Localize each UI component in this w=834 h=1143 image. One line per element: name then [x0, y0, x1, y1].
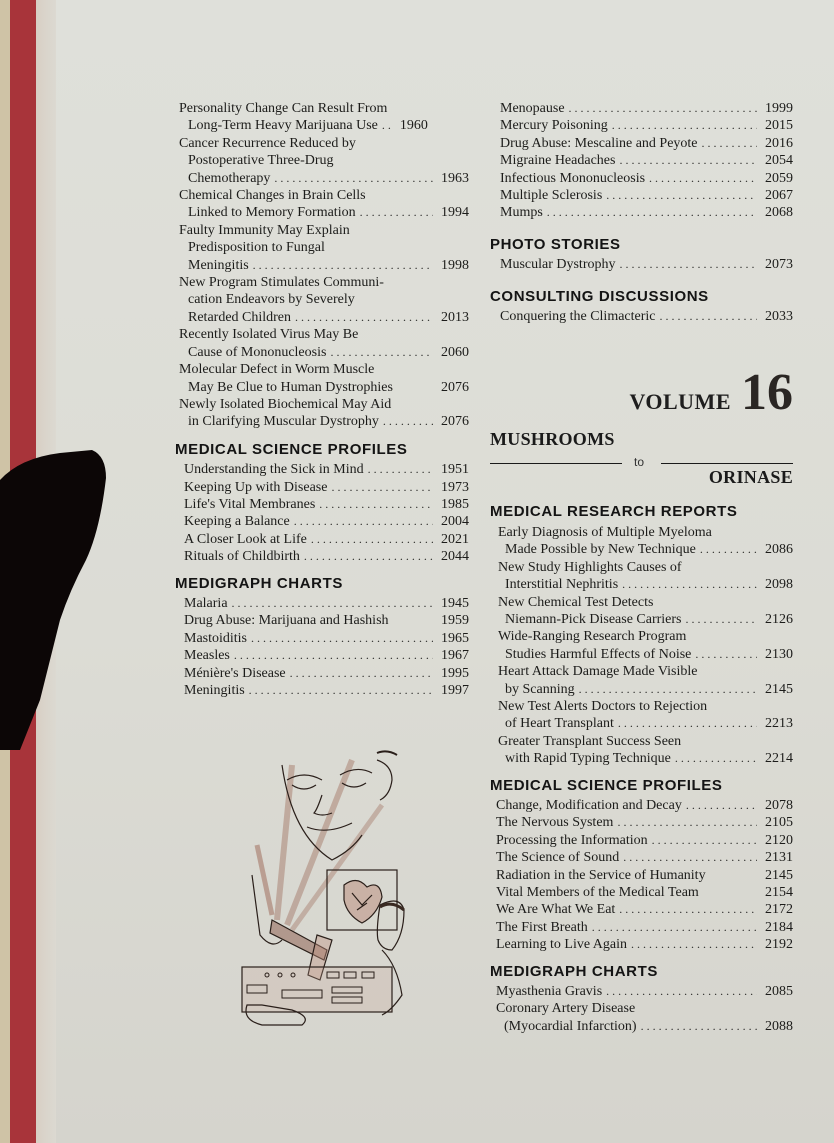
toc-entry[interactable]: Processing the Information . . . 2120: [490, 832, 793, 849]
page-number: 2126: [765, 611, 793, 627]
leader-dots: [290, 665, 433, 682]
toc-right-column: [490, 100, 793, 1035]
toc-entry[interactable]: Heart Attack Damage Made Visible by Scanning . . . 2145: [490, 663, 793, 698]
leader-dots: [619, 901, 757, 918]
toc-entry[interactable]: A Closer Look at Life . . . 2021: [175, 531, 469, 548]
toc-entry[interactable]: Multiple Sclerosis . . . 2067: [490, 187, 793, 204]
leader-dots: [382, 117, 392, 134]
leader-dots: [660, 308, 757, 325]
leader-dots: [251, 630, 433, 647]
leader-dots: [649, 170, 757, 187]
leader-dots: [253, 257, 433, 274]
toc-entry[interactable]: Greater Transplant Success Seen with Rapid Typing Technique . . . 2214: [490, 733, 793, 768]
leader-dots: [294, 513, 433, 530]
medical-research-reports-list: [490, 524, 793, 768]
page-number: 2004: [441, 514, 469, 530]
page-number: 2145: [765, 867, 793, 883]
toc-entry[interactable]: Cancer Recurrence Reduced by Postoperative Three-Drug Chemotherapy . . . 1963: [175, 135, 469, 187]
section-heading-medical-research-reports: MEDICAL RESEARCH REPORTS: [490, 503, 738, 521]
page-number: 1973: [441, 479, 469, 495]
toc-entry[interactable]: Mumps . . . 2068: [490, 204, 793, 221]
leader-dots: [383, 413, 433, 430]
page-number: 2130: [765, 646, 793, 662]
leader-dots: [622, 576, 757, 593]
medigraph-charts-list: [175, 595, 469, 699]
volume-range-start: MUSHROOMS: [490, 429, 615, 450]
toc-entry[interactable]: Muscular Dystrophy . . . 2073: [490, 256, 793, 273]
toc-entry[interactable]: Menopause . . . 1999: [490, 100, 793, 117]
toc-entry[interactable]: Conquering the Climacteric . . . 2033: [490, 308, 793, 325]
toc-entry[interactable]: Mastoiditis . . . 1965: [175, 630, 469, 647]
toc-entry[interactable]: New Chemical Test Detects Niemann-Pick Disease Carriers . . . 2126: [490, 594, 793, 629]
toc-entry[interactable]: Chemical Changes in Brain Cells Linked to Memory Formation . . . 1994: [175, 187, 469, 222]
page-number: 2078: [765, 797, 793, 813]
page-number: 2120: [765, 832, 793, 848]
leader-dots: [331, 479, 433, 496]
leader-dots: [686, 611, 758, 628]
section-heading-photo-stories: PHOTO STORIES: [490, 235, 621, 253]
medical-science-profiles-list: [175, 461, 469, 565]
leader-dots: [606, 187, 757, 204]
toc-entry[interactable]: Malaria . . . 1945: [175, 595, 469, 612]
section-heading-medigraph-charts: MEDIGRAPH CHARTS: [490, 962, 658, 980]
toc-entry[interactable]: Mercury Poisoning . . . 2015: [490, 117, 793, 134]
leader-dots: [295, 309, 433, 326]
toc-entry[interactable]: Understanding the Sick in Mind . . . 1951: [175, 461, 469, 478]
page-number: 1945: [441, 595, 469, 611]
toc-entry[interactable]: Drug Abuse: Marijuana and Hashish 1959: [184, 613, 469, 629]
volume-number: 16: [741, 364, 793, 422]
leader-dots: [619, 152, 757, 169]
toc-entry[interactable]: Personality Change Can Result From Long-Term Heavy Marijuana Use . . . 1960: [175, 100, 469, 135]
toc-entry[interactable]: Keeping Up with Disease . . . 1973: [175, 479, 469, 496]
toc-entry[interactable]: Recently Isolated Virus May Be Cause of Mononucleosis . . . 2060: [175, 326, 469, 361]
leader-dots: [695, 646, 757, 663]
toc-entry[interactable]: The First Breath . . . 2184: [490, 919, 793, 936]
page-number: 2086: [765, 542, 793, 558]
page-number: 2154: [765, 885, 793, 900]
toc-entry[interactable]: Early Diagnosis of Multiple Myeloma Made Possible by New Technique . . . 2086: [490, 524, 793, 559]
toc-entry[interactable]: Keeping a Balance . . . 2004: [175, 513, 469, 530]
leader-dots: [618, 715, 757, 732]
toc-entry[interactable]: Newly Isolated Biochemical May Aid in Clarifying Muscular Dystrophy . . . 2076: [175, 396, 469, 431]
volume-header: [490, 364, 793, 519]
page-number: 1959: [441, 613, 469, 629]
page-number: 2021: [441, 531, 469, 547]
toc-entry[interactable]: Meningitis . . . 1997: [175, 682, 469, 699]
leader-dots: [360, 204, 433, 221]
medical-science-profiles-list: [490, 797, 793, 954]
medigraph-charts-list: [490, 983, 793, 1035]
page-number: 2213: [765, 716, 793, 732]
page-number: 1995: [441, 665, 469, 681]
page-number: 2073: [765, 257, 793, 273]
leader-dots: [631, 936, 757, 953]
page-number: 2192: [765, 937, 793, 953]
page-number: 2145: [765, 681, 793, 697]
leader-dots: [368, 461, 433, 478]
leader-dots: [675, 750, 757, 767]
leader-dots: [641, 1018, 757, 1035]
leader-dots: [311, 531, 433, 548]
divider-rule: [490, 463, 622, 464]
page-number: 2033: [765, 309, 793, 325]
page-number: 2076: [441, 414, 469, 430]
leader-dots: [700, 541, 757, 558]
leader-dots: [686, 797, 757, 814]
toc-entry[interactable]: Drug Abuse: Mescaline and Peyote . . . 2016: [490, 135, 793, 152]
page-number: 2013: [441, 309, 469, 325]
leader-dots: [617, 814, 757, 831]
page-number: 2088: [765, 1018, 793, 1034]
section-heading-medical-science-profiles: MEDICAL SCIENCE PROFILES: [490, 776, 723, 794]
page-number: 1999: [765, 101, 793, 116]
page-number: 1960: [399, 118, 428, 134]
toc-entry[interactable]: Myasthenia Gravis . . . 2085: [490, 983, 793, 1000]
page-number: 2016: [765, 135, 793, 151]
toc-entry[interactable]: Faulty Immunity May Explain Predisposition to Fungal Meningitis . . . 1998: [175, 222, 469, 274]
page-number: 2015: [765, 118, 793, 134]
page-number: 1998: [441, 257, 469, 273]
continued-entries-list: [175, 100, 469, 431]
page-number: 2068: [765, 205, 793, 221]
page-number: 2044: [441, 549, 469, 565]
volume-label: VOLUME: [629, 389, 731, 415]
toc-entry[interactable]: Change, Modification and Decay . . . 2078: [490, 797, 793, 814]
leader-dots: [249, 682, 433, 699]
leader-dots: [274, 170, 433, 187]
section-heading-medical-science-profiles: MEDICAL SCIENCE PROFILES: [175, 440, 408, 458]
page-number: 2059: [765, 170, 793, 186]
divider-rule: [661, 463, 793, 464]
page-number: 2098: [765, 577, 793, 593]
toc-left-column: [175, 100, 469, 699]
page-number: 2105: [765, 815, 793, 831]
toc-entry[interactable]: Wide-Ranging Research Program Studies Harmful Effects of Noise . . . 2130: [490, 628, 793, 663]
page-number: 2054: [765, 153, 793, 169]
leader-dots: [579, 681, 757, 698]
volume-title: [629, 364, 793, 422]
toc-entry[interactable]: Radiation in the Service of Humanity 2145: [496, 867, 793, 883]
toc-entry[interactable]: Vital Members of the Medical Team 2154: [496, 885, 793, 900]
page-number: 2067: [765, 188, 793, 204]
page-number: 2172: [765, 902, 793, 918]
volume-range-end: ORINASE: [708, 467, 793, 488]
continued-entries-list: [490, 100, 793, 222]
page-number: 1994: [441, 205, 469, 221]
toc-entry[interactable]: New Test Alerts Doctors to Rejection of Heart Transplant . . . 2213: [490, 698, 793, 733]
leader-dots: [232, 595, 433, 612]
toc-entry[interactable]: New Program Stimulates Communi- cation Endeavors by Severely Retarded Children . . . 2013: [175, 274, 469, 326]
volume-range-to: to: [634, 455, 645, 470]
section-heading-consulting-discussions: CONSULTING DISCUSSIONS: [490, 287, 709, 305]
leader-dots: [606, 983, 757, 1000]
section-heading-medigraph-charts: MEDIGRAPH CHARTS: [175, 574, 343, 592]
page-number: 1965: [441, 630, 469, 646]
leader-dots: [547, 204, 757, 221]
page-number: 2076: [441, 379, 469, 395]
toc-entry[interactable]: Rituals of Childbirth . . . 2044: [175, 548, 469, 565]
page-number: 1985: [441, 496, 469, 512]
page-number: 1963: [441, 170, 469, 186]
thumb-shadow: [0, 450, 108, 750]
leader-dots: [304, 548, 433, 565]
leader-dots: [623, 849, 757, 866]
toc-entry[interactable]: Infectious Mononucleosis . . . 2059: [490, 170, 793, 187]
leader-dots: [319, 496, 433, 513]
toc-entry[interactable]: The Nervous System . . . 2105: [490, 814, 793, 831]
page-number: 2085: [765, 984, 793, 1000]
page-number: 1967: [441, 648, 469, 664]
toc-entry[interactable]: We Are What We Eat . . . 2172: [490, 901, 793, 918]
leader-dots: [330, 344, 433, 361]
page-number: 2214: [765, 751, 793, 767]
leader-dots: [592, 919, 757, 936]
page-number: 2131: [765, 850, 793, 866]
toc-entry[interactable]: Coronary Artery Disease (Myocardial Infarction) . . . 2088: [490, 1000, 793, 1035]
medical-illustration: [232, 735, 432, 1030]
leader-dots: [652, 832, 757, 849]
toc-entry[interactable]: Life's Vital Membranes . . . 1985: [175, 496, 469, 513]
leader-dots: [569, 100, 757, 117]
page-number: 2060: [441, 344, 469, 360]
toc-entry[interactable]: Molecular Defect in Worm Muscle May Be Clue to Human Dystrophies 2076: [179, 362, 469, 395]
leader-dots: [620, 256, 758, 273]
toc-entry[interactable]: The Science of Sound . . . 2131: [490, 849, 793, 866]
toc-entry[interactable]: Measles . . . 1967: [175, 647, 469, 664]
leader-dots: [612, 117, 757, 134]
toc-entry[interactable]: New Study Highlights Causes of Interstitial Nephritis . . . 2098: [490, 559, 793, 594]
leader-dots: [234, 647, 433, 664]
toc-entry[interactable]: Migraine Headaches . . . 2054: [490, 152, 793, 169]
page-number: 2184: [765, 919, 793, 935]
toc-entry[interactable]: Ménière's Disease . . . 1995: [175, 665, 469, 682]
toc-entry[interactable]: Learning to Live Again . . . 2192: [490, 936, 793, 953]
leader-dots: [702, 135, 757, 152]
page-number: 1951: [441, 462, 469, 478]
page-number: 1997: [441, 683, 469, 698]
